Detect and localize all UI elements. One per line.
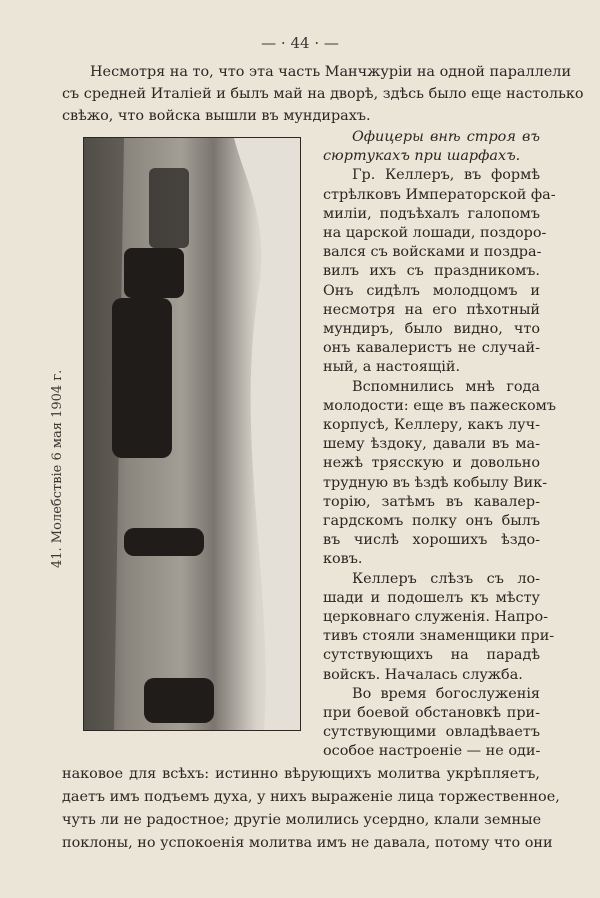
text-line: Онъ сидѣлъ молодцомъ и [323,282,540,299]
text-line: въ числѣ хорошихъ ѣздо- [323,532,540,549]
page-number-value: 44 [290,34,310,52]
text-line: особое настроеніе — не оди- [323,743,541,760]
text-line: съ средней Италіей и былъ май на дворѣ, здѣсь было еще настолько [62,86,584,102]
text-line: Вспомнились мнѣ года [352,378,540,395]
text-line: сутствующихъ на парадѣ [323,647,540,664]
text-line: войскъ. Началась служба. [323,666,523,683]
photo-caption: 41. Молебствіе 6 мая 1904 г. [50,369,65,568]
text-line: нежѣ трясскую и довольно [323,455,540,472]
text-line: несмотря на его пѣхотный [323,301,540,318]
text-line: стрѣлковъ Императорской фа- [323,186,556,203]
text-line: шему ѣздоку, давали въ ма- [323,436,540,453]
text-line: вался съ войсками и поздра- [323,244,542,261]
text-line: онъ кавалеристъ не случай- [323,340,540,357]
text-line: при боевой обстановкѣ при- [323,705,540,721]
text-line: наковое для всѣхъ: истинно вѣрующихъ молитва укрѣпляетъ, [62,766,540,782]
text-line: сутствующими овладѣваетъ [323,724,540,741]
text-line: мундиръ, было видно, что [323,321,540,337]
text-line: сюртукахъ при шарфахъ. [323,148,521,165]
text-line: Офицеры внѣ строя въ [352,129,540,145]
text-line: миліи, подъѣхалъ галопомъ [323,205,540,222]
text-line: вилъ ихъ съ праздникомъ. [323,263,540,280]
page-number: — · 44 · — [261,34,339,52]
photo-moleben [83,137,301,731]
text-line: даетъ имъ подъемъ духа, у нихъ выраженіе лица торжественное, [62,789,560,805]
text-line: церковнаго служенія. Напро- [323,609,548,625]
photo-image [84,138,300,730]
text-line: торію, затѣмъ въ кавалер- [323,493,540,510]
text-line: на царской лошади, поздоро- [323,225,547,241]
text-line: гардскомъ полку онъ былъ [323,513,540,529]
text-line: ный, а настоящій. [323,359,461,376]
text-line: тивъ стояли знаменщики при- [323,628,555,645]
text-line: поклоны, но успокоенія молитва имъ не давала, потому что они [62,835,553,851]
text-line: Гр. Келлеръ, въ формѣ [352,167,540,184]
text-line: свѣжо, что войска вышли въ мундирахъ. [62,108,371,124]
text-line: чуть ли не радостное; другіе молились усердно, клали земные [62,812,542,828]
text-line: трудную въ ѣздѣ кобылу Вик- [323,474,548,491]
text-line: Келлеръ слѣзъ съ ло- [352,570,540,587]
text-line: шади и подошелъ къ мѣсту [323,589,540,606]
text-line: Во время богослуженія [352,685,540,702]
text-line: ковъ. [323,551,363,568]
text-line: Несмотря на то, что эта часть Манчжуріи на одной параллели [90,64,572,80]
text-line: корпусѣ, Келлеру, какъ луч- [323,417,540,433]
text-line: молодости: еще въ пажескомъ [323,397,557,414]
